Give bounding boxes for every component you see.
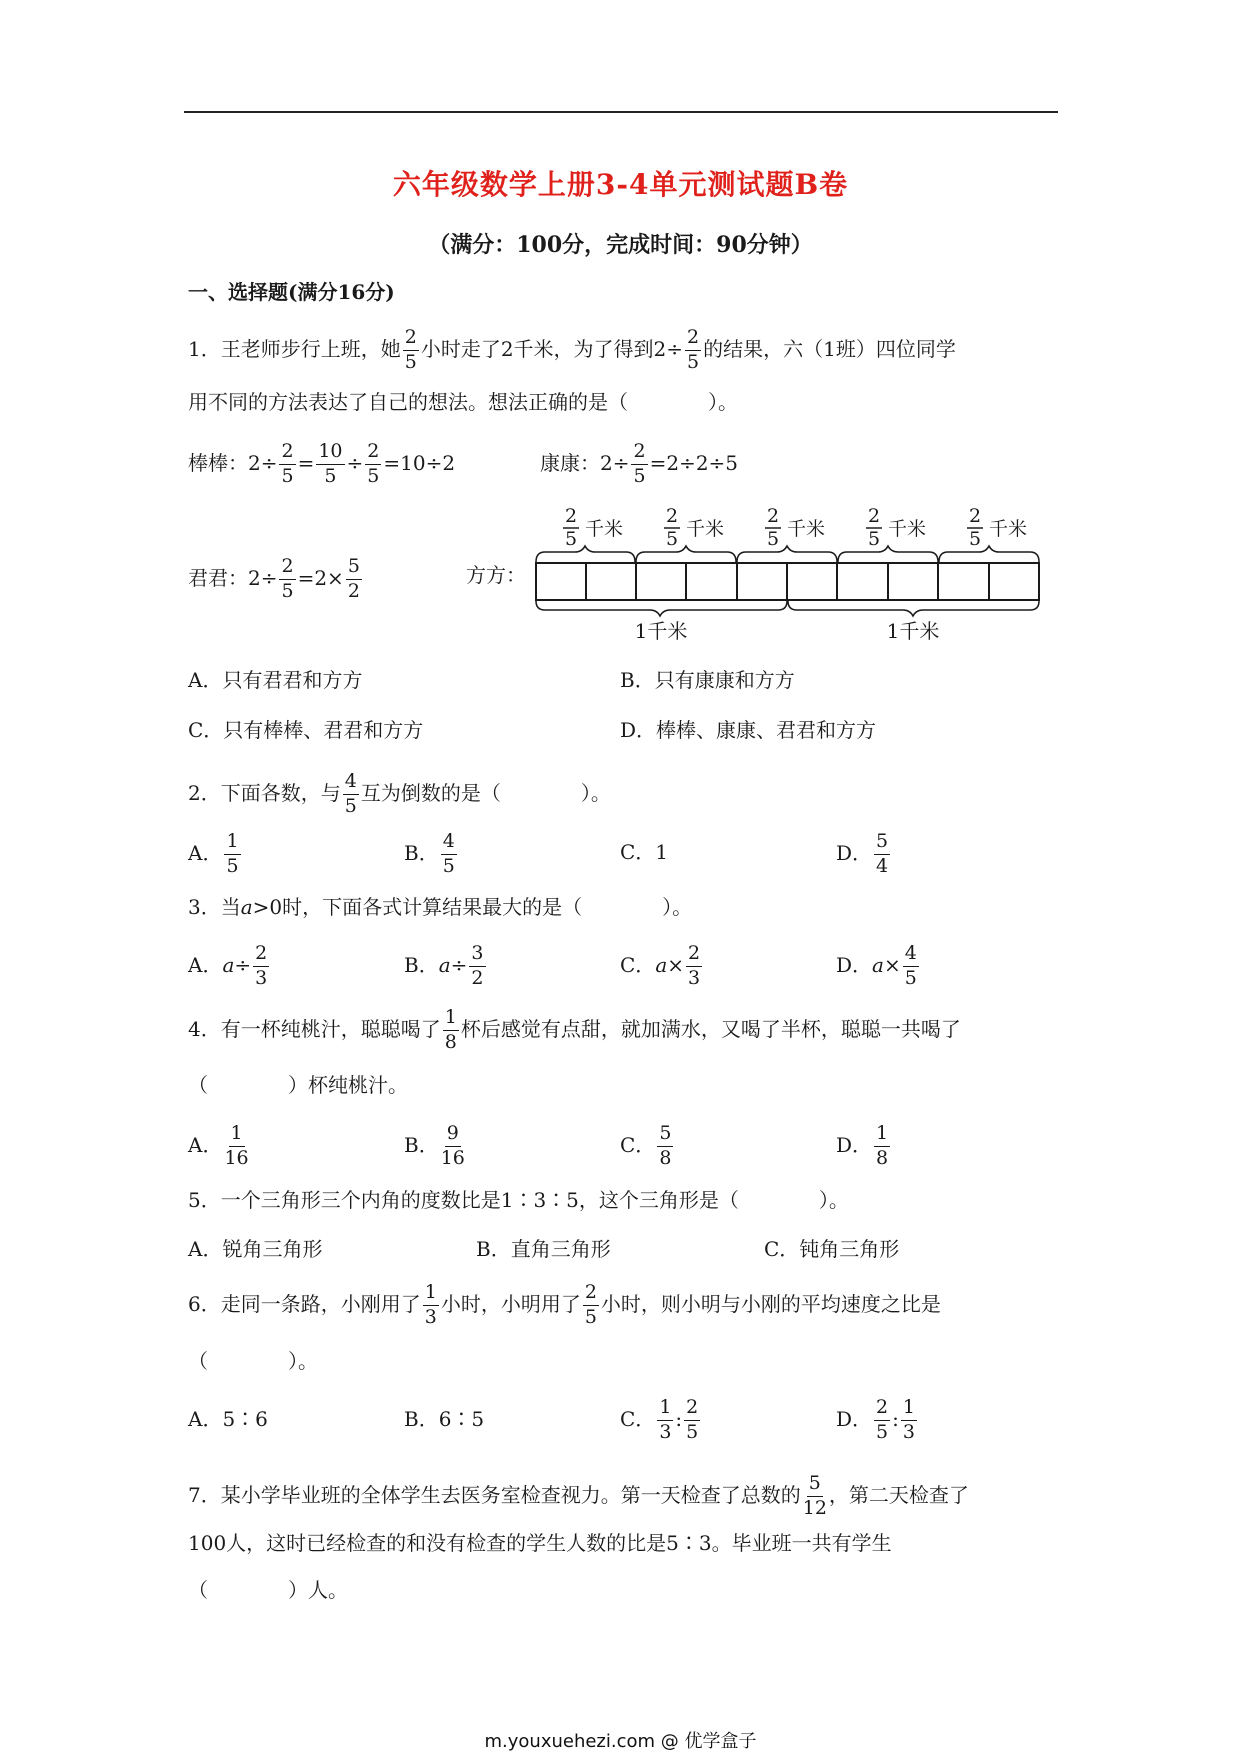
q1-line1: 1．王老师步行上班，她 $\frac{2}{5}$ 小时走了2千米，为了得到2÷ $\frac{2}{5}$ 的结果，六（1班）四位同学: [188, 326, 956, 373]
svg-text:2: 2: [867, 505, 881, 527]
bottom-braces: [536, 601, 1039, 616]
q1-bangbang: 棒棒：2÷ $\frac{2}{5}$ = $\frac{10}{5}$ ÷ $\frac{2}{5}$ =10÷2: [188, 440, 456, 487]
page-title: 六年级数学上册3-4单元测试题B卷: [392, 168, 849, 201]
q1-option-d[interactable]: D．棒棒、康康、君君和方方: [620, 718, 877, 742]
section-heading: 一、选择题(满分16分): [188, 280, 395, 304]
q2-option-c[interactable]: C．1: [620, 840, 669, 864]
km-label-2: 1千米: [886, 619, 940, 643]
page-subtitle: （满分：100分，完成时间：90分钟）: [428, 232, 813, 258]
svg-text:千米: 千米: [888, 518, 927, 540]
q6-option-b[interactable]: B．6∶5: [404, 1407, 485, 1431]
svg-text:2: 2: [766, 505, 780, 527]
q5-stem: 5．一个三角形三个内角的度数比是1∶3∶5，这个三角形是（ ）。: [188, 1188, 849, 1212]
segment-label-5: [967, 505, 1027, 550]
q3-option-d[interactable]: D．a× $\frac{4}{5}$: [836, 942, 917, 989]
q4-stem: 4．有一杯纯桃汁，聪聪喝了 $\frac{1}{8}$ 杯后感觉有点甜，就加满水，又喝了半杯，聪聪一共喝了: [188, 1006, 961, 1053]
segment-label-3: [765, 505, 825, 550]
q7-line3: （ ）人。: [188, 1578, 348, 1602]
segment-label-4: [866, 505, 926, 550]
svg-text:千米: 千米: [989, 518, 1028, 540]
q6-option-c[interactable]: C． $\frac{1}{3}$ : $\frac{2}{5}$: [620, 1396, 699, 1443]
top-braces: [536, 546, 1039, 562]
segment-label-1: [563, 505, 623, 550]
q6-option-d[interactable]: D． $\frac{2}{5}$ : $\frac{1}{3}$: [836, 1396, 915, 1443]
q7-line2: 100人，这时已经检查的和没有检查的学生人数的比是5∶3。毕业班一共有学生: [188, 1531, 892, 1555]
svg-text:5: 5: [564, 528, 578, 550]
q1-option-a[interactable]: A．只有君君和方方: [188, 668, 363, 692]
svg-text:千米: 千米: [585, 518, 624, 540]
q1-fangfang-label: 方方：: [466, 563, 526, 587]
header-rule: [184, 111, 1058, 113]
q5-option-c[interactable]: C．钝角三角形: [764, 1237, 900, 1261]
q4-option-b[interactable]: B． $\frac{9}{16}$: [404, 1122, 465, 1169]
q7-stem: 7．某小学毕业班的全体学生去医务室检查视力。第一天检查了总数的 $\frac{5}{12}$ ，第二天检查了: [188, 1472, 969, 1519]
svg-text:千米: 千米: [787, 518, 826, 540]
q5-option-a[interactable]: A．锐角三角形: [188, 1237, 323, 1261]
fraction: $\frac{2}{5}$: [687, 326, 700, 373]
q2-stem: 2．下面各数，与 $\frac{4}{5}$ 互为倒数的是（ ）。: [188, 770, 611, 817]
q4-option-a[interactable]: A． $\frac{1}{16}$: [188, 1122, 249, 1169]
svg-text:2: 2: [665, 505, 679, 527]
segment-diagram: [535, 500, 1055, 649]
svg-text:5: 5: [665, 528, 679, 550]
segment-label-2: [664, 505, 724, 550]
q2-option-b[interactable]: B． $\frac{4}{5}$: [404, 830, 455, 877]
unit-bar: [536, 563, 1039, 600]
bar-diagram-svg: [535, 500, 1055, 645]
q2-option-d[interactable]: D． $\frac{5}{4}$: [836, 830, 889, 877]
q3-option-b[interactable]: B．a÷ $\frac{3}{2}$: [404, 942, 484, 989]
q1-option-b[interactable]: B．只有康康和方方: [620, 668, 795, 692]
svg-text:2: 2: [968, 505, 982, 527]
q5-option-b[interactable]: B．直角三角形: [476, 1237, 611, 1261]
q4-line2: （ ）杯纯桃汁。: [188, 1073, 408, 1097]
q1-option-c[interactable]: C．只有棒棒、君君和方方: [188, 718, 424, 742]
fraction: $\frac{2}{5}$: [404, 326, 417, 373]
q3-stem: 3．当a>0时，下面各式计算结果最大的是（ ）。: [188, 895, 693, 919]
svg-text:2: 2: [564, 505, 578, 527]
svg-text:千米: 千米: [686, 518, 725, 540]
q1-line2: 用不同的方法表达了自己的想法。想法正确的是（ ）。: [188, 390, 738, 414]
q4-option-c[interactable]: C． $\frac{5}{8}$: [620, 1122, 672, 1169]
svg-text:5: 5: [968, 528, 982, 550]
q6-line2: （ ）。: [188, 1349, 318, 1373]
q3-option-c[interactable]: C．a× $\frac{2}{3}$: [620, 942, 701, 989]
q3-option-a[interactable]: A．a÷ $\frac{2}{3}$: [188, 942, 268, 989]
q1-junjun: 君君：2÷ $\frac{2}{5}$ =2× $\frac{5}{2}$: [188, 555, 360, 602]
footer-watermark: m.youxuehezi.com @ 优学盒子: [484, 1731, 757, 1752]
svg-text:5: 5: [766, 528, 780, 550]
q2-option-a[interactable]: A． $\frac{1}{5}$: [188, 830, 239, 877]
q4-option-d[interactable]: D． $\frac{1}{8}$: [836, 1122, 889, 1169]
q1-kangkang: 康康：2÷ $\frac{2}{5}$ =2÷2÷5: [540, 440, 739, 487]
q6-stem: 6．走同一条路，小刚用了 $\frac{1}{3}$ 小时，小明用了 $\frac{2}{5}$ 小时，则小明与小刚的平均速度之比是: [188, 1281, 941, 1328]
q6-option-a[interactable]: A．5∶6: [188, 1407, 268, 1431]
km-label-1: 1千米: [634, 619, 688, 643]
svg-text:5: 5: [867, 528, 881, 550]
